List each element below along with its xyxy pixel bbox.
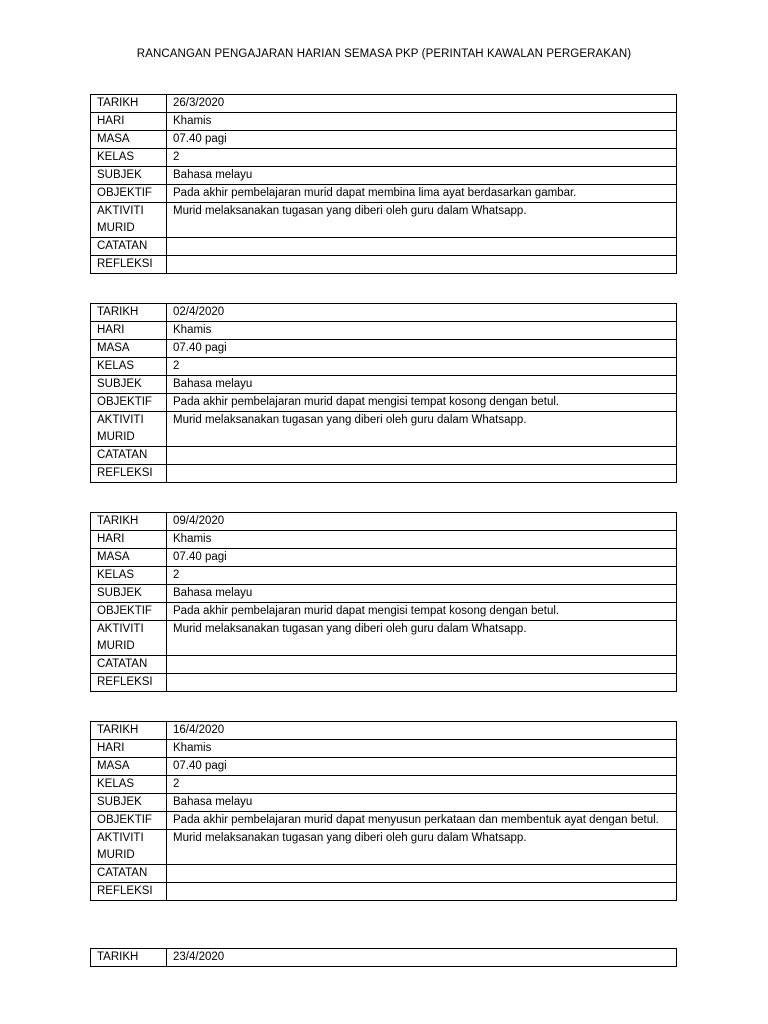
- row-objektif: [91, 394, 677, 412]
- label-subjek: SUBJEK: [91, 376, 167, 394]
- row-kelas: [91, 358, 677, 376]
- row-subjek: [91, 167, 677, 185]
- row-catatan: [91, 865, 677, 883]
- label-aktiviti-line1: AKTIVITI: [97, 205, 144, 217]
- label-aktiviti-line1: AKTIVITI: [97, 623, 144, 635]
- label-aktiviti-line2: MURID: [97, 849, 135, 861]
- value-subjek: Bahasa melayu: [167, 376, 677, 394]
- value-subjek: Bahasa melayu: [167, 794, 677, 812]
- label-kelas: KELAS: [91, 776, 167, 794]
- row-objektif: [91, 185, 677, 203]
- value-refleksi: [167, 465, 677, 483]
- label-tarikh: TARIKH: [91, 95, 167, 113]
- label-aktiviti: [91, 621, 167, 656]
- row-aktiviti: [91, 621, 677, 656]
- label-subjek: SUBJEK: [91, 585, 167, 603]
- row-refleksi: [91, 256, 677, 274]
- lesson-plan-table: [90, 948, 677, 967]
- label-kelas: KELAS: [91, 358, 167, 376]
- label-tarikh: TARIKH: [91, 949, 167, 967]
- value-kelas: 2: [167, 776, 677, 794]
- label-refleksi: REFLEKSI: [91, 256, 167, 274]
- label-catatan: CATATAN: [91, 865, 167, 883]
- label-aktiviti: [91, 830, 167, 865]
- value-masa: 07.40 pagi: [167, 549, 677, 567]
- lesson-plan-table: [90, 94, 677, 274]
- label-tarikh: TARIKH: [91, 722, 167, 740]
- label-catatan: CATATAN: [91, 447, 167, 465]
- label-aktiviti-line2: MURID: [97, 431, 135, 443]
- lesson-plan-table: [90, 721, 677, 901]
- label-objektif: OBJEKTIF: [91, 185, 167, 203]
- row-kelas: [91, 776, 677, 794]
- value-refleksi: [167, 883, 677, 901]
- value-refleksi: [167, 256, 677, 274]
- label-catatan: CATATAN: [91, 238, 167, 256]
- row-catatan: [91, 447, 677, 465]
- row-masa: [91, 340, 677, 358]
- label-aktiviti-line1: AKTIVITI: [97, 832, 144, 844]
- row-subjek: [91, 376, 677, 394]
- value-catatan: [167, 238, 677, 256]
- value-tarikh: 09/4/2020: [167, 513, 677, 531]
- label-refleksi: REFLEKSI: [91, 883, 167, 901]
- value-objektif: Pada akhir pembelajaran murid dapat mengisi tempat kosong dengan betul.: [167, 603, 677, 621]
- label-aktiviti-line1: AKTIVITI: [97, 414, 144, 426]
- value-hari: Khamis: [167, 322, 677, 340]
- row-kelas: [91, 567, 677, 585]
- row-catatan: [91, 656, 677, 674]
- label-hari: HARI: [91, 113, 167, 131]
- label-hari: HARI: [91, 322, 167, 340]
- row-tarikh: [91, 722, 677, 740]
- row-aktiviti: [91, 830, 677, 865]
- value-aktiviti: Murid melaksanakan tugasan yang diberi oleh guru dalam Whatsapp.: [167, 830, 677, 865]
- row-masa: [91, 758, 677, 776]
- value-tarikh: 16/4/2020: [167, 722, 677, 740]
- label-kelas: KELAS: [91, 567, 167, 585]
- label-tarikh: TARIKH: [91, 513, 167, 531]
- lesson-plan-table: [90, 512, 677, 692]
- label-aktiviti: [91, 412, 167, 447]
- label-subjek: SUBJEK: [91, 794, 167, 812]
- value-tarikh: 23/4/2020: [167, 949, 677, 967]
- label-objektif: OBJEKTIF: [91, 812, 167, 830]
- row-tarikh: [91, 513, 677, 531]
- row-refleksi: [91, 883, 677, 901]
- label-masa: MASA: [91, 131, 167, 149]
- value-objektif: Pada akhir pembelajaran murid dapat menyusun perkataan dan membentuk ayat dengan betul.: [167, 812, 677, 830]
- row-hari: [91, 740, 677, 758]
- value-tarikh: 02/4/2020: [167, 304, 677, 322]
- row-aktiviti: [91, 203, 677, 238]
- row-kelas: [91, 149, 677, 167]
- row-tarikh: [91, 95, 677, 113]
- row-subjek: [91, 794, 677, 812]
- value-kelas: 2: [167, 567, 677, 585]
- label-tarikh: TARIKH: [91, 304, 167, 322]
- value-masa: 07.40 pagi: [167, 758, 677, 776]
- label-refleksi: REFLEKSI: [91, 465, 167, 483]
- value-hari: Khamis: [167, 113, 677, 131]
- value-aktiviti: Murid melaksanakan tugasan yang diberi oleh guru dalam Whatsapp.: [167, 621, 677, 656]
- document-title: RANCANGAN PENGAJARAN HARIAN SEMASA PKP (PERINTAH KAWALAN PERGERAKAN): [136, 48, 632, 60]
- value-masa: 07.40 pagi: [167, 131, 677, 149]
- row-hari: [91, 531, 677, 549]
- row-tarikh: [91, 304, 677, 322]
- row-objektif: [91, 812, 677, 830]
- row-aktiviti: [91, 412, 677, 447]
- label-catatan: CATATAN: [91, 656, 167, 674]
- label-masa: MASA: [91, 340, 167, 358]
- row-refleksi: [91, 674, 677, 692]
- row-refleksi: [91, 465, 677, 483]
- label-hari: HARI: [91, 740, 167, 758]
- value-refleksi: [167, 674, 677, 692]
- label-masa: MASA: [91, 758, 167, 776]
- row-subjek: [91, 585, 677, 603]
- value-subjek: Bahasa melayu: [167, 167, 677, 185]
- label-refleksi: REFLEKSI: [91, 674, 167, 692]
- row-hari: [91, 113, 677, 131]
- value-aktiviti: Murid melaksanakan tugasan yang diberi oleh guru dalam Whatsapp.: [167, 412, 677, 447]
- row-masa: [91, 131, 677, 149]
- label-aktiviti: [91, 203, 167, 238]
- label-objektif: OBJEKTIF: [91, 394, 167, 412]
- value-subjek: Bahasa melayu: [167, 585, 677, 603]
- label-aktiviti-line2: MURID: [97, 640, 135, 652]
- row-hari: [91, 322, 677, 340]
- value-kelas: 2: [167, 358, 677, 376]
- row-masa: [91, 549, 677, 567]
- value-catatan: [167, 656, 677, 674]
- label-aktiviti-line2: MURID: [97, 222, 135, 234]
- value-aktiviti: Murid melaksanakan tugasan yang diberi oleh guru dalam Whatsapp.: [167, 203, 677, 238]
- label-hari: HARI: [91, 531, 167, 549]
- value-catatan: [167, 447, 677, 465]
- value-tarikh: 26/3/2020: [167, 95, 677, 113]
- label-kelas: KELAS: [91, 149, 167, 167]
- value-hari: Khamis: [167, 531, 677, 549]
- row-objektif: [91, 603, 677, 621]
- value-masa: 07.40 pagi: [167, 340, 677, 358]
- value-kelas: 2: [167, 149, 677, 167]
- label-masa: MASA: [91, 549, 167, 567]
- row-catatan: [91, 238, 677, 256]
- value-catatan: [167, 865, 677, 883]
- row-tarikh: [91, 949, 677, 967]
- value-hari: Khamis: [167, 740, 677, 758]
- lesson-plan-table: [90, 303, 677, 483]
- label-objektif: OBJEKTIF: [91, 603, 167, 621]
- value-objektif: Pada akhir pembelajaran murid dapat mengisi tempat kosong dengan betul.: [167, 394, 677, 412]
- label-subjek: SUBJEK: [91, 167, 167, 185]
- value-objektif: Pada akhir pembelajaran murid dapat membina lima ayat berdasarkan gambar.: [167, 185, 677, 203]
